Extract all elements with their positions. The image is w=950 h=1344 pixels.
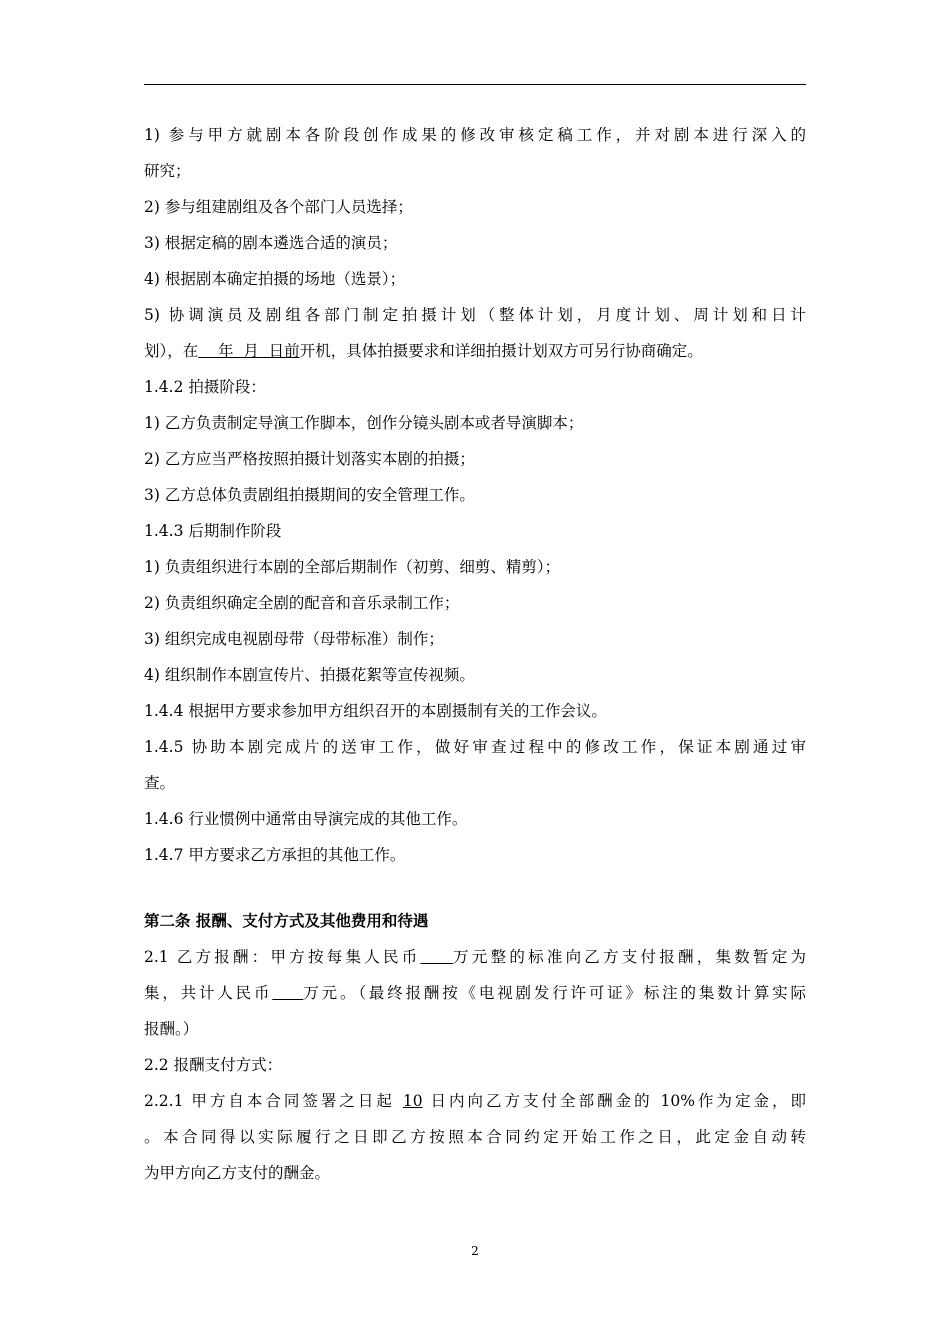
section-title: 1.4.3 后期制作阶段 xyxy=(144,522,282,540)
clause xyxy=(144,1083,806,1119)
list-item: 4) 组织制作本剧宣传片、拍摄花絮等宣传视频。 xyxy=(144,666,475,684)
section-title: 1.4.2 拍摄阶段： xyxy=(144,378,266,396)
text-fragment: 集，共计人民币 xyxy=(144,984,273,1002)
days-value: 10 xyxy=(402,1092,423,1110)
header-rule xyxy=(144,84,806,85)
clause: 1.4.6 行业惯例中通常由导演完成的其他工作。 xyxy=(144,810,468,828)
list-item: 4) 根据剧本确定拍摄的场地（选景）； xyxy=(144,270,406,288)
clause: 1.4.4 根据甲方要求参加甲方组织召开的本剧摄制有关的工作会议。 xyxy=(144,702,607,720)
text-fragment: 万元。（最终报酬按《电视剧发行许可证》标注的集数计算实际 xyxy=(303,984,806,1002)
list-item: 3) 根据定稿的剧本遴选合适的演员； xyxy=(144,234,398,252)
list-item-continuation: 研究； xyxy=(144,162,191,180)
article-heading: 第二条 报酬、支付方式及其他费用和待遇 xyxy=(144,911,429,930)
text-fragment: 开机，具体拍摄要求和详细拍摄计划双方可另行协商确定。 xyxy=(299,342,703,360)
clause: 2.2 报酬支付方式： xyxy=(144,1056,283,1074)
list-item: 3) 组织完成电视剧母带（母带标准）制作； xyxy=(144,630,444,648)
list-item: 2) 负责组织确定全剧的配音和音乐录制工作； xyxy=(144,594,460,612)
clause-continuation: 为甲方向乙方支付的酬金。 xyxy=(144,1164,331,1182)
text-fragment: 万元整的标准向乙方支付报酬，集数暂定为 xyxy=(453,948,806,966)
text-fragment: 划），在 xyxy=(144,342,199,360)
clause-continuation xyxy=(144,975,806,1011)
spacer xyxy=(144,873,806,903)
list-item: 5) 协调演员及剧组各部门制定拍摄计划（整体计划，月度计划、周计划和日计 xyxy=(144,306,806,324)
amount-blank xyxy=(420,948,453,966)
list-item: 1) 乙方负责制定导演工作脚本，创作分镜头剧本或者导演脚本； xyxy=(144,414,584,432)
clause-continuation: 。本合同得以实际履行之日即乙方按照本合同约定开始工作之日，此定金自动转 xyxy=(144,1128,806,1146)
page-number: 2 xyxy=(471,1244,479,1258)
amount-blank xyxy=(272,984,303,1002)
text-fragment: 日内向乙方支付全部酬金的 10%作为定金，即 xyxy=(422,1092,806,1110)
list-item: 2) 乙方应当严格按照拍摄计划落实本剧的拍摄； xyxy=(144,450,475,468)
date-blank: 年 月 日前 xyxy=(198,342,300,360)
clause: 1.4.5 协助本剧完成片的送审工作，做好审查过程中的修改工作，保证本剧通过审 xyxy=(144,738,806,756)
list-item: 3) 乙方总体负责剧组拍摄期间的安全管理工作。 xyxy=(144,486,475,504)
clause-continuation: 报酬。） xyxy=(144,1020,199,1038)
text-fragment: 2.1 乙方报酬：甲方按每集人民币 xyxy=(144,948,421,966)
clause-continuation: 查。 xyxy=(144,774,176,792)
list-item: 1) 负责组织进行本剧的全部后期制作（初剪、细剪、精剪）； xyxy=(144,558,561,576)
text-fragment: 2.2.1 甲方自本合同签署之日起 xyxy=(144,1092,403,1110)
clause: 1.4.7 甲方要求乙方承担的其他工作。 xyxy=(144,846,406,864)
clause xyxy=(144,939,806,975)
list-item: 1) 参与甲方就剧本各阶段创作成果的修改审核定稿工作，并对剧本进行深入的 xyxy=(144,126,806,144)
list-item: 2) 参与组建剧组及各个部门人员选择； xyxy=(144,198,413,216)
document-body xyxy=(144,117,806,1191)
list-item-continuation xyxy=(144,333,806,369)
